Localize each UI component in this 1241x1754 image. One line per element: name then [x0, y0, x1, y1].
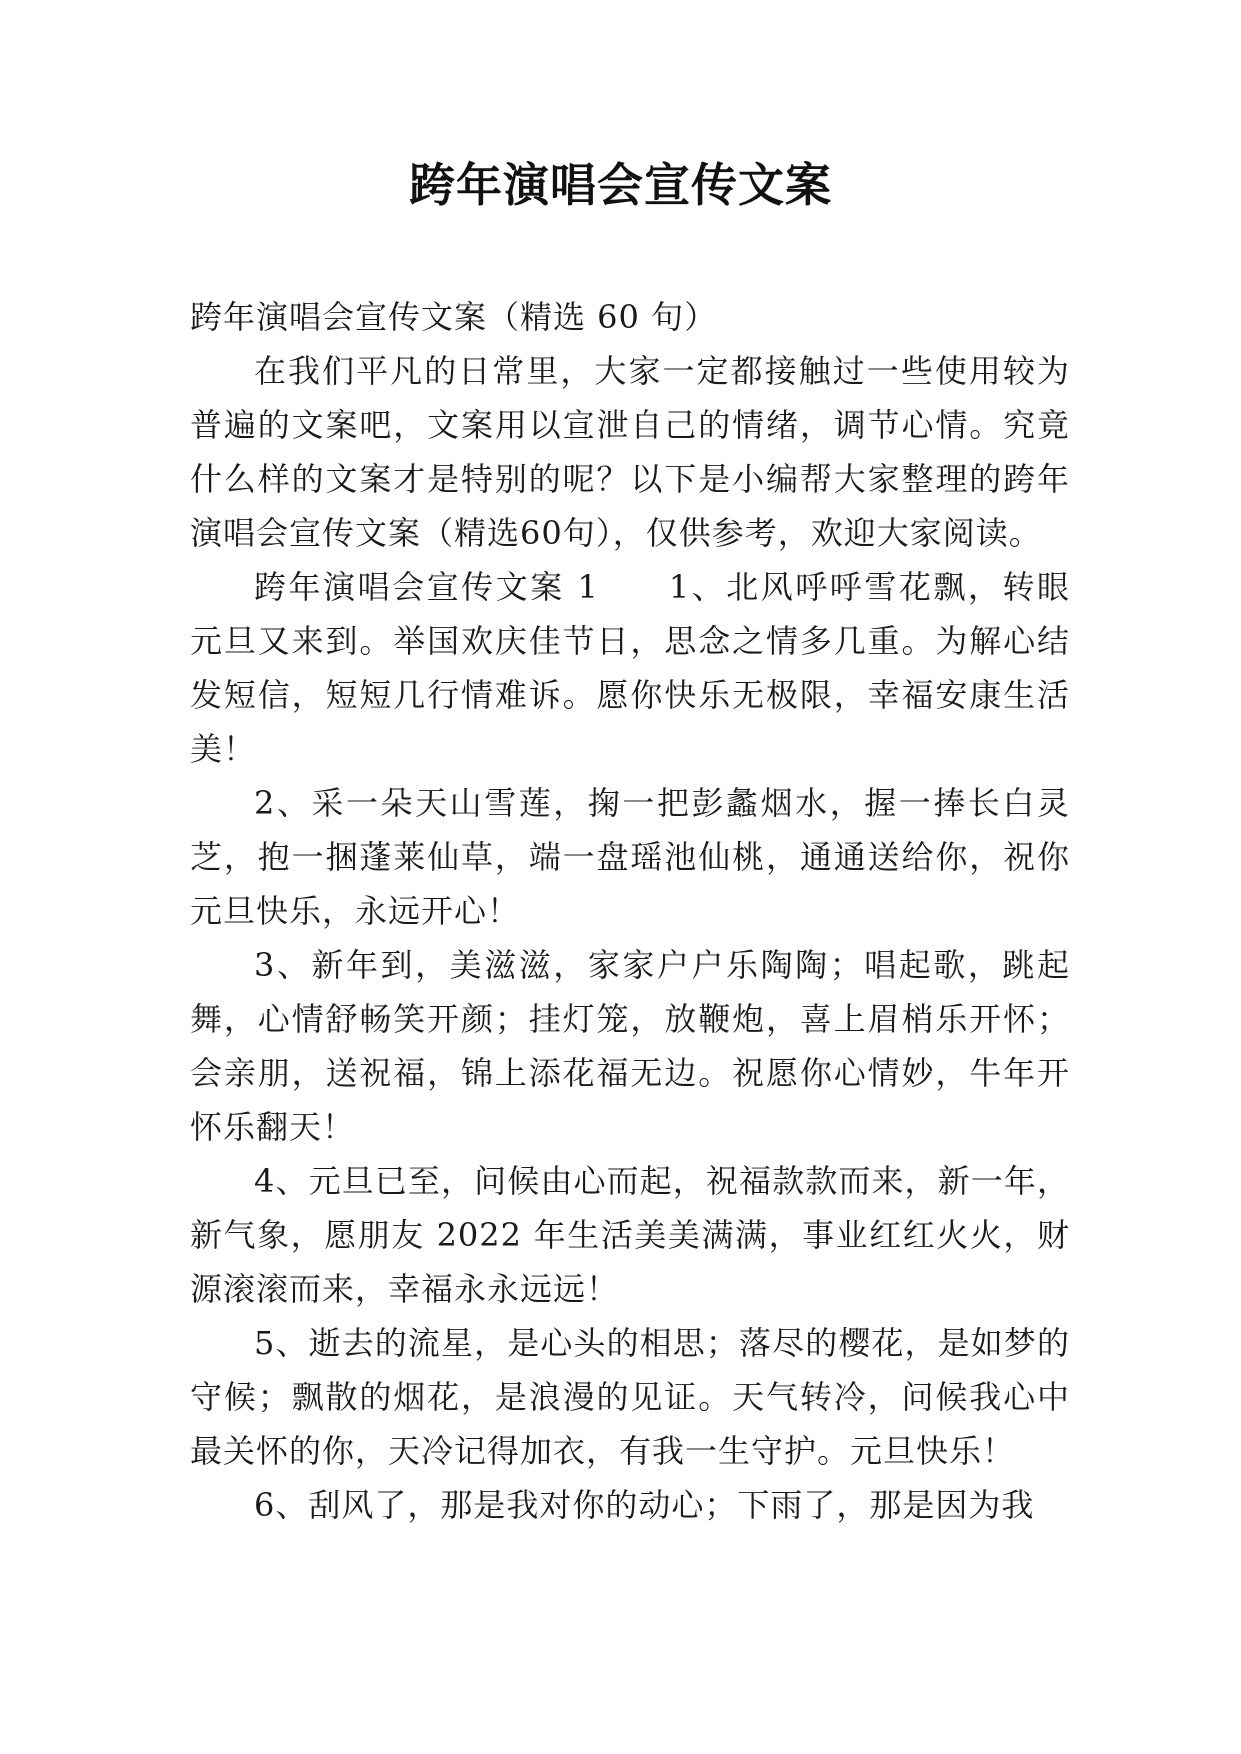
item-paragraph-3: 3、新年到，美滋滋，家家户户乐陶陶；唱起歌，跳起舞，心情舒畅笑开颜；挂灯笼，放鞭炮，喜上眉梢乐开怀；会亲朋，送祝福，锦上添花福无边。祝愿你心情妙，牛年开怀乐翻天！ — [190, 946, 1070, 1146]
section-heading: 跨年演唱会宣传文案 1 — [254, 568, 599, 606]
item-text-1: 1、北风呼呼雪花飘，转眼元旦又来到。举国欢庆佳节日，思念之情多几重。为解心结发短信，短短几行情难诉。愿你快乐无极限，幸福安康生活美！ — [190, 568, 1070, 768]
item-paragraph-4: 4、元旦已至，问候由心而起，祝福款款而来，新一年，新气象，愿朋友 2022 年生活美美满满，事业红红火火，财源滚滚而来，幸福永永远远！ — [190, 1162, 1070, 1308]
item-paragraph-6: 6、刮风了，那是我对你的动心；下雨了，那是因为我 — [254, 1486, 1035, 1524]
document-title: 跨年演唱会宣传文案 — [409, 158, 832, 212]
item-paragraph-1 — [190, 560, 1070, 776]
intro-paragraph: 在我们平凡的日常里，大家一定都接触过一些使用较为普遍的文案吧，文案用以宣泄自己的情绪，调节心情。究竟什么样的文案才是特别的呢？以下是小编帮大家整理的跨年演唱会宣传文案（精选60句），仅供参考，欢迎大家阅读。 — [190, 352, 1070, 552]
item-paragraph-5: 5、逝去的流星，是心头的相思；落尽的樱花，是如梦的守候；飘散的烟花，是浪漫的见证。天气转冷，问候我心中最关怀的你，天冷记得加衣，有我一生守护。元旦快乐！ — [190, 1324, 1070, 1470]
document-subtitle: 跨年演唱会宣传文案（精选 60 句） — [190, 298, 718, 336]
document-body — [190, 290, 1070, 1532]
item-paragraph-2: 2、采一朵天山雪莲，掬一把彭蠡烟水，握一捧长白灵芝，抱一捆蓬莱仙草，端一盘瑶池仙桃，通通送给你，祝你元旦快乐，永远开心！ — [190, 784, 1070, 930]
